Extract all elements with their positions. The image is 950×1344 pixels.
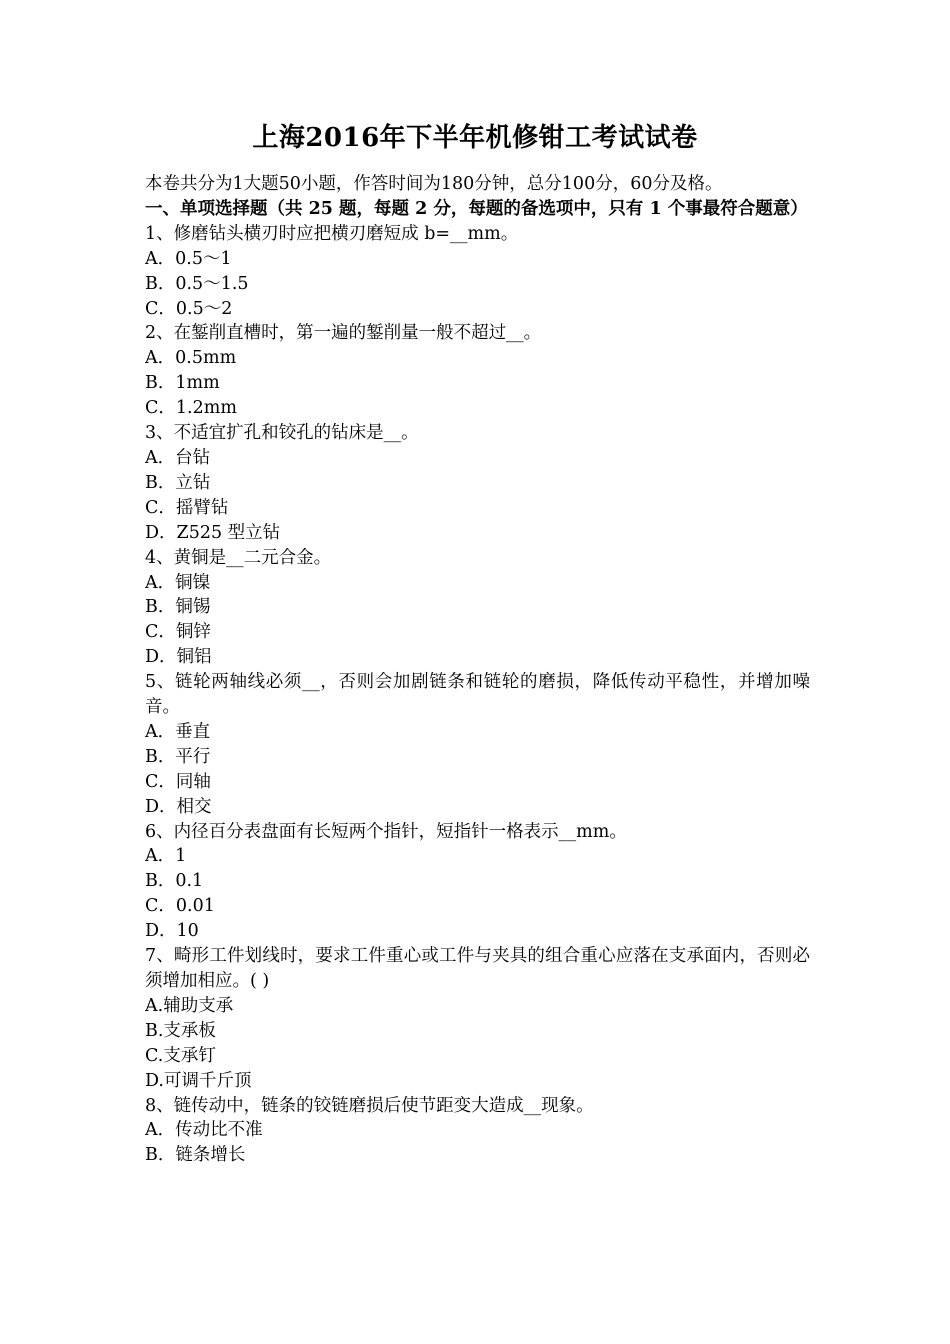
question-option: A．传动比不准 [145, 1120, 263, 1141]
question-option: D．铜铝 [145, 647, 212, 668]
question-option: D.可调千斤顶 [145, 1070, 252, 1091]
question-option: C．0.01 [145, 896, 215, 917]
question-option: B．0.1 [145, 871, 204, 892]
question-stem: 1、修磨钻头横刃时应把横刃磨短成 b=__mm。 [145, 223, 519, 244]
question-option: C．1.2mm [145, 398, 237, 419]
document-body [145, 172, 810, 1168]
question-option: B．平行 [145, 746, 211, 767]
question-option: B．链条增长 [145, 1145, 246, 1166]
question-option: C．铜锌 [145, 622, 211, 643]
question-option: A．台钻 [145, 447, 211, 468]
question-option: B．0.5～1.5 [145, 273, 249, 294]
question-option: C．同轴 [145, 771, 211, 792]
question-option: D．10 [145, 921, 199, 942]
question-stem: 4、黄铜是__二元合金。 [145, 547, 332, 568]
question-option: A．垂直 [145, 721, 211, 742]
question-option: B.支承板 [145, 1020, 216, 1041]
question-option: A．铜镍 [145, 572, 211, 593]
question-option: D．相交 [145, 796, 212, 817]
question-option: C．摇臂钻 [145, 497, 229, 518]
question-stem: 8、链传动中，链条的铰链磨损后使节距变大造成__现象。 [145, 1095, 594, 1116]
exam-intro: 本卷共分为1大题50小题，作答时间为180分钟，总分100分，60分及格。 [145, 174, 723, 194]
question-stem: 6、内径百分表盘面有长短两个指针，短指针一格表示__mm。 [145, 821, 627, 842]
question-option: B．1mm [145, 373, 220, 394]
question-option: A．0.5mm [145, 348, 237, 369]
question-option: D．Z525 型立钻 [145, 522, 281, 543]
section-heading: 一、单项选择题（共 25 题，每题 2 分，每题的备选项中，只有 1 个事最符合题意） [145, 198, 808, 219]
question-stem: 7、畸形工件划线时，要求工件重心或工件与夹具的组合重心应落在支承面内，否则必须增加相应。( ) [145, 946, 810, 991]
question-option: C.支承钉 [145, 1045, 216, 1066]
question-option: A．1 [145, 846, 187, 867]
document-title: 上海2016年下半年机修钳工考试试卷 [252, 123, 698, 153]
question-stem: 5、链轮两轴线必须__，否则会加剧链条和链轮的磨损，降低传动平稳性，并增加噪音。 [145, 672, 810, 718]
question-stem: 2、在錾削直槽时，第一遍的錾削量一般不超过__。 [145, 323, 542, 344]
question-stem: 3、不适宜扩孔和铰孔的钻床是__。 [145, 423, 419, 444]
question-option: A.辅助支承 [145, 995, 234, 1016]
question-option: B．铜锡 [145, 597, 211, 618]
question-option: C．0.5～2 [145, 298, 233, 319]
question-option: A．0.5～1 [145, 248, 232, 269]
question-option: B．立钻 [145, 472, 211, 493]
